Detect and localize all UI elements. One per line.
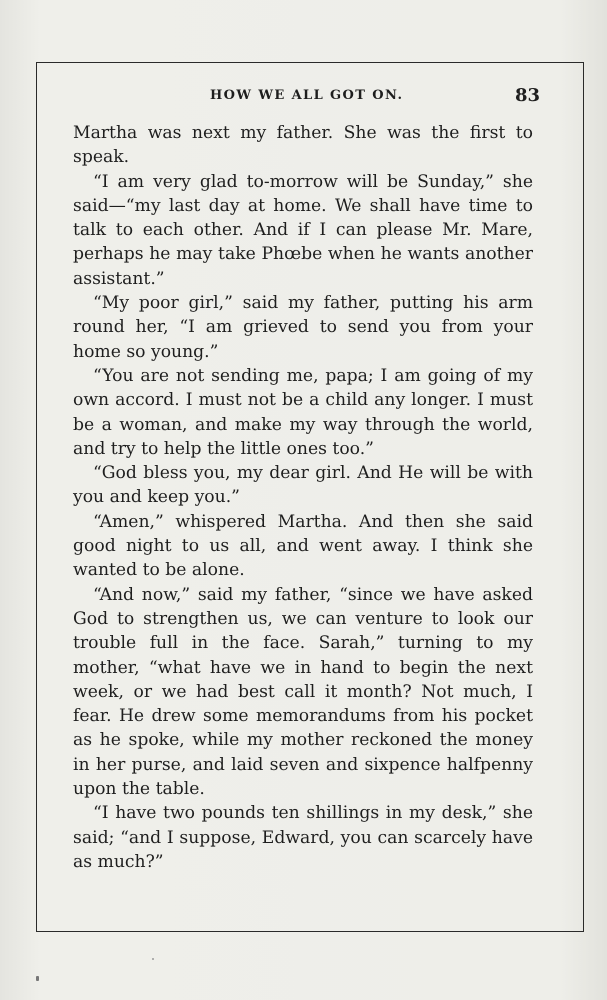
paragraph: “And now,” said my father, “since we have asked God to strengthen us, we can venture to look our trouble full in the face. Sarah,” turning to my mother, “what have we in hand to begin the next week, or we had best call it month? Not much, I fear. He drew some memorandums from his pocket as he spoke, while my mother reckoned the money in her purse, and laid seven and sixpence halfpenny upon the table. bbox=[73, 584, 533, 800]
paragraph: “My poor girl,” said my father, putting his arm round her, “I am grieved to send you from your home so young.” bbox=[73, 293, 533, 362]
paragraph: “You are not sending me, papa; I am going of my own accord. I must not be a child any longer. I must be a woman, and make my way through the world, and try to help the little ones too.” bbox=[73, 365, 533, 459]
running-head: HOW WE ALL GOT ON. bbox=[210, 88, 404, 103]
page-number: 83 bbox=[514, 85, 540, 106]
paper-speck bbox=[152, 958, 154, 960]
paragraph: “I have two pounds ten shillings in my desk,” she said; “and I suppose, Edward, you can scarcely have as much?” bbox=[73, 803, 533, 872]
paragraph: Martha was next my father. She was the first to speak. bbox=[73, 123, 533, 168]
paragraph: “God bless you, my dear girl. And He will be with you and keep you.” bbox=[73, 463, 533, 508]
paragraph: “Amen,” whispered Martha. And then she said good night to us all, and went away. I think she wanted to be alone. bbox=[73, 511, 533, 581]
body-text bbox=[73, 121, 533, 874]
paragraph: “I am very glad to-morrow will be Sunday,” she said—“my last day at home. We shall have time to talk to each other. And if I can please Mr. Mare, perhaps he may take Phœbe when he wants another assistant.” bbox=[73, 171, 533, 289]
page-header bbox=[70, 85, 540, 110]
margin-mark bbox=[36, 976, 39, 981]
